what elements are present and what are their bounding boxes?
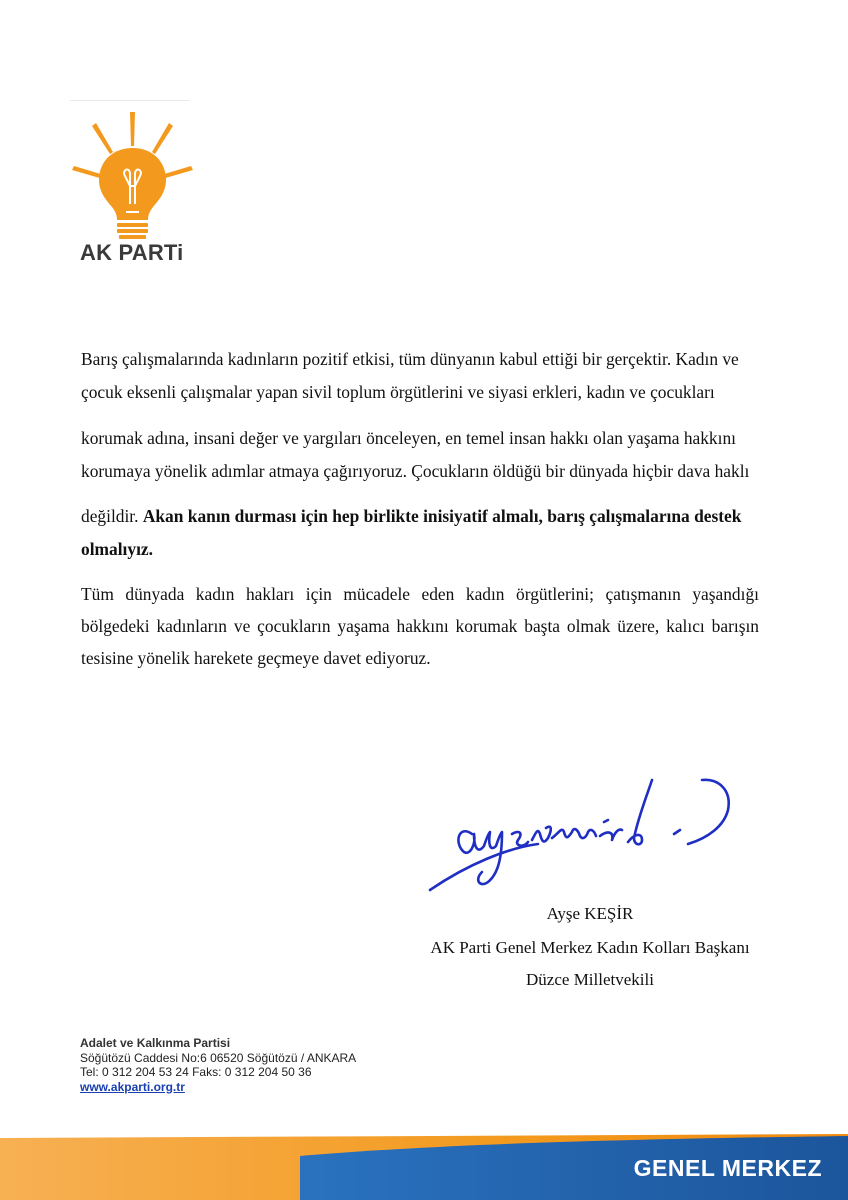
text-line: korumak adına, insani değer ve yargıları önceleyen, en temel insan hakkı olan yaşama hakkını <box>81 428 736 448</box>
signatory-title: AK Parti Genel Merkez Kadın Kolları Başkanı <box>430 938 750 957</box>
text-line: bölgedeki kadınların ve çocukların yaşama hakkını korumak başta olmak üzere, kalıcı barışın <box>81 616 759 636</box>
paragraph-2 <box>81 422 759 488</box>
text-line: Barış çalışmalarında kadınların pozitif etkisi, tüm dünyanın kabul ettiği bir gerçektir. Kadın ve <box>81 349 739 369</box>
footer-contact <box>80 1036 356 1094</box>
paragraph-4 <box>81 578 759 674</box>
footer-address: Söğütözü Caddesi No:6 06520 Söğütözü / ANKARA <box>80 1050 357 1065</box>
text-line: çocuk eksenli çalışmalar yapan sivil toplum örgütlerini ve siyasi erkleri, kadın ve çocukları <box>81 382 715 402</box>
emphasis-text: Akan kanın durması için hep birlikte inisiyatif almalı, barış çalışmalarına destek <box>142 506 742 526</box>
logo-wordmark: AK PARTi <box>80 240 184 265</box>
footer-phone-fax: Tel: 0 312 204 53 24 Faks: 0 312 204 50 36 <box>80 1065 312 1079</box>
text-line <box>81 500 759 533</box>
footer-website-link[interactable]: www.akparti.org.tr <box>80 1079 185 1094</box>
text-line: Tüm dünyada kadın hakları için mücadele eden kadın örgütlerini; çatışmanın yaşandığı <box>81 584 759 604</box>
emphasis-line: olmalıyız. <box>81 539 153 559</box>
signatory-name: Ayşe KEŞİR <box>546 904 634 923</box>
lightbulb-icon <box>68 112 198 242</box>
signatory-role: Düzce Milletvekili <box>526 970 654 989</box>
header-rule <box>70 100 190 101</box>
text-line: korumaya yönelik adımlar atmaya çağırıyoruz. Çocukların öldüğü bir dünyada hiçbir dava haklı <box>81 461 750 481</box>
footer-organization: Adalet ve Kalkınma Partisi <box>80 1036 231 1050</box>
text-fragment: değildir. <box>81 506 143 526</box>
handwritten-signature <box>428 768 748 898</box>
paragraph-3 <box>81 500 759 566</box>
text-line: tesisine yönelik harekete geçmeye davet ediyoruz. <box>81 648 431 668</box>
band-label: GENEL MERKEZ <box>633 1155 822 1181</box>
paragraph-1 <box>81 343 759 409</box>
